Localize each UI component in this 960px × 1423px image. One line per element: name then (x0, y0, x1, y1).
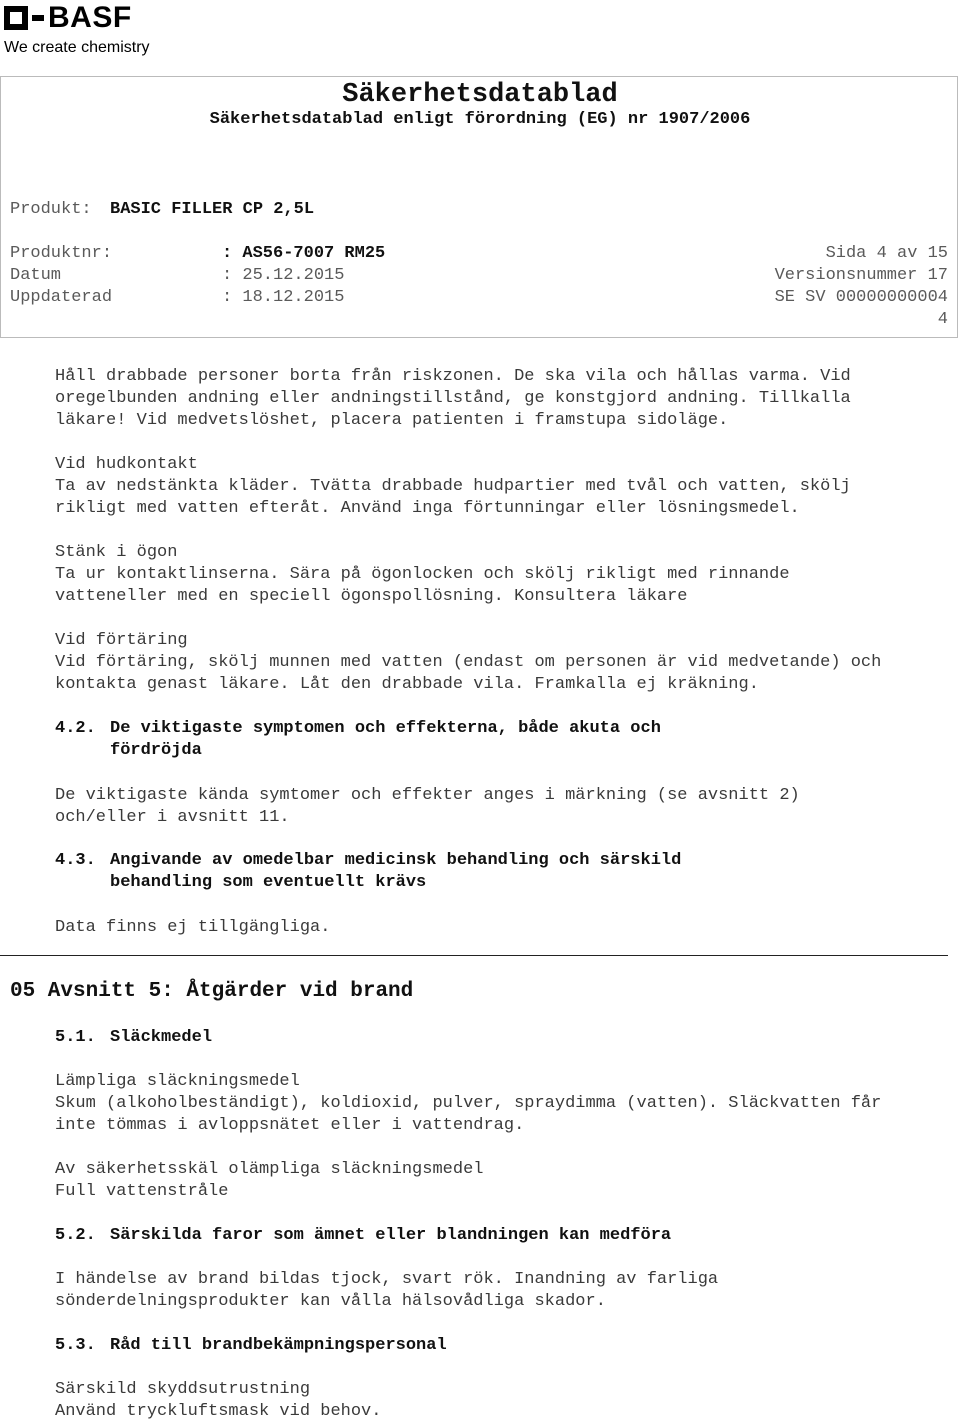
protective-equipment-heading: Särskild skyddsutrustning (55, 1380, 311, 1399)
document-subtitle: Säkerhetsdatablad enligt förordning (EG) nr 1907/2006 (209, 110, 751, 129)
suitable-media-text-line: inte tömmas i avloppsnätet eller i vattendrag. (55, 1116, 525, 1135)
section-5-1-number: 5.1. (55, 1028, 96, 1047)
updated-value: : 18.12.2015 (222, 288, 345, 307)
skin-contact-text-line: Ta av nedstänkta kläder. Tvätta drabbade hudpartier med tvål och vatten, skölj (55, 477, 851, 496)
section-4-3-number: 4.3. (55, 851, 96, 870)
unsuitable-media-text: Full vattenstråle (55, 1182, 229, 1201)
section-5-3-title: Råd till brandbekämpningspersonal (110, 1336, 447, 1355)
ingestion-heading: Vid förtäring (55, 631, 188, 650)
document-title: Säkerhetsdatablad (342, 80, 618, 110)
section-4-2-number: 4.2. (55, 719, 96, 738)
section-5-3-number: 5.3. (55, 1336, 96, 1355)
version-number: Versionsnummer 17 (774, 266, 948, 285)
eye-contact-text-line: vatteneller med en speciell ögonspollösning. Konsultera läkare (55, 587, 688, 606)
product-label: Produkt: (10, 200, 92, 219)
section-4-3-title-line: behandling som eventuellt krävs (110, 873, 427, 892)
date-label: Datum (10, 266, 62, 285)
section-5-2-title: Särskilda faror som ämnet eller blandningen kan medföra (110, 1226, 672, 1245)
section-4-2-title-line: fördröjda (110, 741, 202, 760)
unsuitable-media-heading: Av säkerhetsskäl olämpliga släckningsmedel (55, 1160, 484, 1179)
product-number-label: Produktnr: (10, 244, 113, 263)
first-aid-text-line: oregelbunden andning eller andningstillstånd, ge konstgjord andning. Tillkalla (55, 389, 851, 408)
section-5-2-number: 5.2. (55, 1226, 96, 1245)
section-4-3-title-line: Angivande av omedelbar medicinsk behandling och särskild (110, 851, 682, 870)
section-4-3-text: Data finns ej tillgängliga. (55, 918, 331, 937)
section-5-2-text-line: I händelse av brand bildas tjock, svart rök. Inandning av farliga (55, 1270, 719, 1289)
logo-square-icon (4, 6, 28, 30)
logo-mark (4, 1, 132, 34)
ingestion-text-line: Vid förtäring, skölj munnen med vatten (endast om personen är vid medvetande) och (55, 653, 882, 672)
page-indicator: Sida 4 av 15 (825, 244, 948, 263)
ingestion-text-line: kontakta genast läkare. Låt den drabbade vila. Framkalla ej kräkning. (55, 675, 759, 694)
eye-contact-text-line: Ta ur kontaktlinserna. Sära på ögonlocken och skölj rikligt med rinnande (55, 565, 790, 584)
section-5-1-title: Släckmedel (110, 1028, 213, 1047)
section-divider (0, 955, 948, 956)
page-digit: 4 (937, 310, 948, 329)
first-aid-text-line: läkare! Vid medvetslöshet, placera patienten i framstupa sidoläge. (55, 411, 729, 430)
section-4-2-title-line: De viktigaste symptomen och effekterna, både akuta och (110, 719, 661, 738)
section-5-heading: 05 Avsnitt 5: Åtgärder vid brand (10, 980, 414, 1003)
product-value: BASIC FILLER CP 2,5L (110, 200, 315, 219)
date-value: : 25.12.2015 (222, 266, 345, 285)
skin-contact-text-line: rikligt med vatten efteråt. Använd inga förtunningar eller lösningsmedel. (55, 499, 800, 518)
protective-equipment-text: Använd tryckluftsmask vid behov. (55, 1402, 382, 1421)
document-code: SE SV 00000000004 (774, 288, 948, 307)
eye-contact-heading: Stänk i ögon (55, 543, 178, 562)
logo-word: BASF (48, 1, 132, 34)
product-number-value: : AS56-7007 RM25 (222, 244, 386, 263)
suitable-media-text-line: Skum (alkoholbeständigt), koldioxid, pulver, spraydimma (vatten). Släckvatten får (55, 1094, 882, 1113)
first-aid-text-line: Håll drabbade personer borta från riskzonen. De ska vila och hållas varma. Vid (55, 367, 851, 386)
section-4-2-text-line: och/eller i avsnitt 11. (55, 808, 290, 827)
suitable-media-heading: Lämpliga släckningsmedel (55, 1072, 300, 1091)
updated-label: Uppdaterad (10, 288, 113, 307)
skin-contact-heading: Vid hudkontakt (55, 455, 198, 474)
section-4-2-text-line: De viktigaste kända symtomer och effekter anges i märkning (se avsnitt 2) (55, 786, 800, 805)
section-5-2-text-line: sönderdelningsprodukter kan vålla hälsovådliga skador. (55, 1292, 606, 1311)
logo-tagline: We create chemistry (4, 39, 150, 56)
basf-logo (4, 2, 164, 60)
logo-dash-icon (32, 15, 44, 21)
